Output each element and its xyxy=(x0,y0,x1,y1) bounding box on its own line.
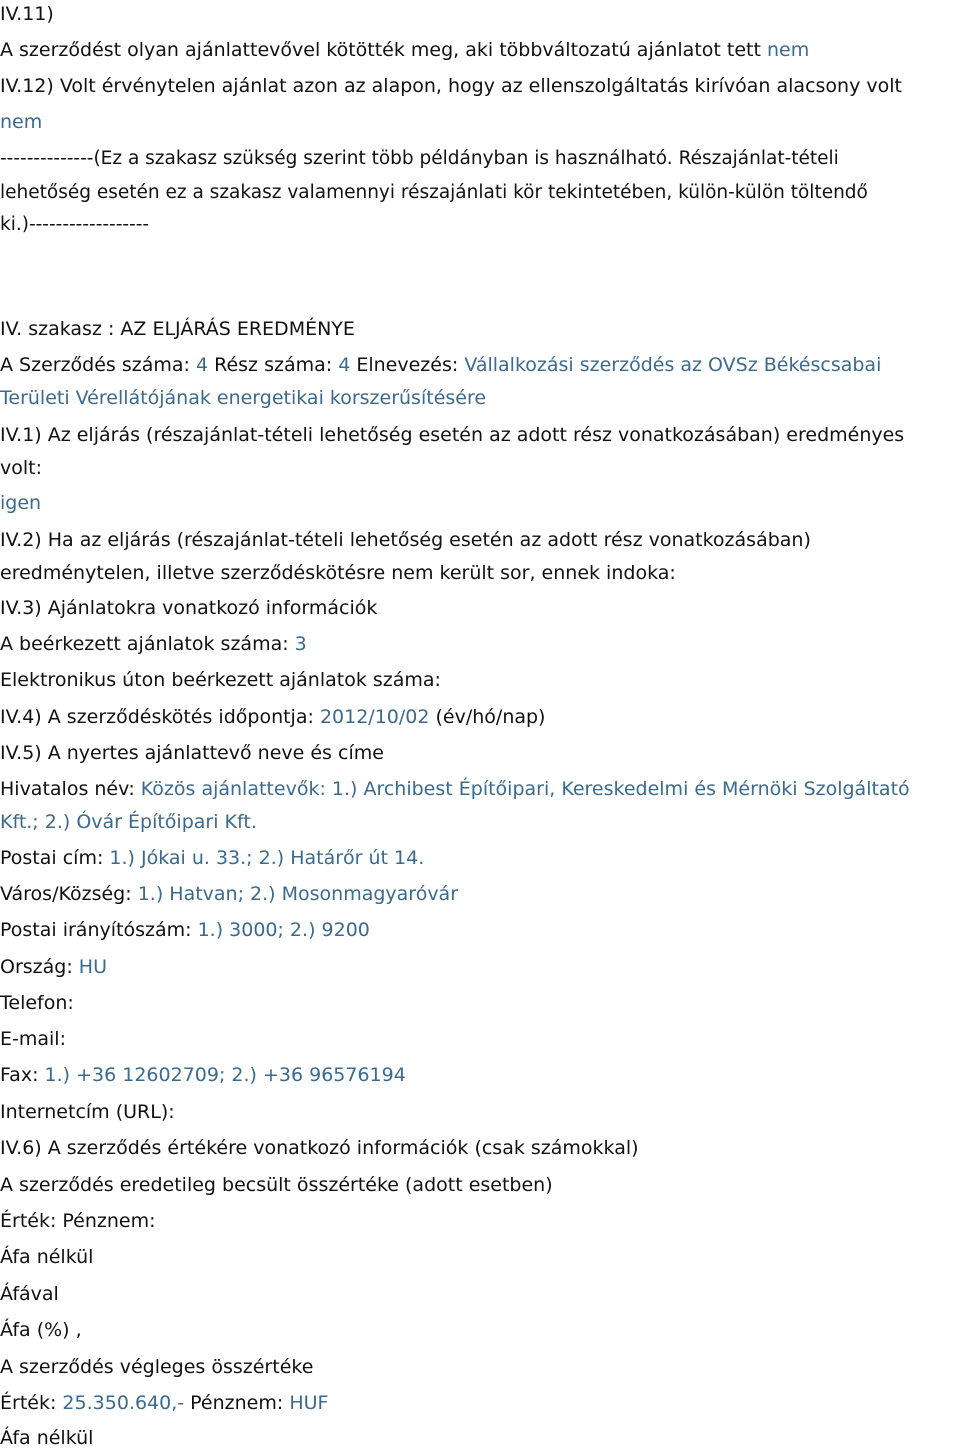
city: 1.) Hatvan; 2.) Mosonmagyaróvár xyxy=(137,883,459,905)
answer-iv-1: igen xyxy=(0,492,42,514)
zip: 1.) 3000; 2.) 9200 xyxy=(197,919,370,941)
question-iv-1-line-2: volt: xyxy=(0,457,42,479)
electronic-offers-label: Elektronikus úton beérkezett ajánlatok száma: xyxy=(0,669,441,691)
contract-name-line-2: Területi Vérellátójának energetikai korszerűsítésére xyxy=(0,387,487,409)
estimated-value-title: A szerződés eredetileg becsült összértéke (adott esetben) xyxy=(0,1174,553,1196)
fax-label: Fax: xyxy=(0,1064,39,1086)
fax-row xyxy=(0,1063,406,1087)
postal-address-label: Postai cím: xyxy=(0,847,104,869)
url-label: Internetcím (URL): xyxy=(0,1101,175,1123)
part-number: 4 xyxy=(338,354,351,376)
contract-info xyxy=(0,353,881,377)
final-value-label: Érték: xyxy=(0,1392,57,1414)
fax: 1.) +36 12602709; 2.) +36 96576194 xyxy=(44,1064,406,1086)
offers-count-label: A beérkezett ajánlatok száma: xyxy=(0,633,289,655)
final-currency: HUF xyxy=(289,1392,329,1414)
answer-iv-12: nem xyxy=(0,111,43,133)
estimated-no-vat: Áfa nélkül xyxy=(0,1246,94,1268)
final-currency-label: Pénznem: xyxy=(190,1392,284,1414)
final-value-row xyxy=(0,1391,328,1415)
city-row xyxy=(0,882,458,906)
section-iv-5-title: IV.5) A nyertes ajánlattevő neve és címe xyxy=(0,742,384,764)
zip-row xyxy=(0,918,370,942)
country: HU xyxy=(78,956,107,978)
contract-date-label: IV.4) A szerződéskötés időpontja: xyxy=(0,706,314,728)
section-title: IV. szakasz : AZ ELJÁRÁS EREDMÉNYE xyxy=(0,318,355,340)
question-iv-2-line-2: eredménytelen, illetve szerződéskötésre nem került sor, ennek indoka: xyxy=(0,562,676,584)
country-row xyxy=(0,955,107,979)
official-name-label: Hivatalos név: xyxy=(0,778,135,800)
question-text: A szerződést olyan ajánlattevővel kötötték meg, aki többváltozatú ajánlatot tett xyxy=(0,39,761,61)
offers-count: 3 xyxy=(294,633,307,655)
contract-name-label: Elnevezés: xyxy=(356,354,459,376)
postal-address: 1.) Jókai u. 33.; 2.) Határőr út 14. xyxy=(109,847,425,869)
estimated-with-vat: Áfával xyxy=(0,1283,59,1305)
contract-number-label: A Szerződés száma: xyxy=(0,354,190,376)
offers-count-row xyxy=(0,632,307,656)
section-iv-3-title: IV.3) Ajánlatokra vonatkozó információk xyxy=(0,597,378,619)
contract-number: 4 xyxy=(195,354,209,376)
city-label: Város/Község: xyxy=(0,883,132,905)
phone-label: Telefon: xyxy=(0,992,74,1014)
question-iv-11 xyxy=(0,38,809,62)
usage-hint-line-3: ki.)------------------ xyxy=(0,214,150,235)
official-name-line-1: Közös ajánlattevők: 1.) Archibest Építőipari, Kereskedelmi és Mérnöki Szolgáltató xyxy=(140,778,910,800)
zip-label: Postai irányítószám: xyxy=(0,919,192,941)
postal-address-row xyxy=(0,846,424,870)
contract-name-line-1: Vállalkozási szerződés az OVSz Békéscsabai xyxy=(464,354,882,376)
estimated-value-line: Érték: Pénznem: xyxy=(0,1210,156,1232)
question-iv-2-line-1: IV.2) Ha az eljárás (részajánlat-tételi lehetőség esetén az adott rész vonatkozásában) xyxy=(0,529,811,551)
final-no-vat: Áfa nélkül xyxy=(0,1427,94,1449)
question-iv-12: IV.12) Volt érvénytelen ajánlat azon az alapon, hogy az ellenszolgáltatás kirívóan alacsony volt xyxy=(0,75,902,97)
answer-value: nem xyxy=(766,39,810,61)
date-format: (év/hó/nap) xyxy=(435,706,546,728)
contract-date-row xyxy=(0,705,545,729)
usage-hint-line-2: lehetőség esetén ez a szakasz valamennyi részajánlati kör tekintetében, külön-külön töltendő xyxy=(0,182,868,203)
part-number-label: Rész száma: xyxy=(214,354,333,376)
final-value-title: A szerződés végleges összértéke xyxy=(0,1356,314,1378)
section-iv-11-heading: IV.11) xyxy=(0,3,54,25)
question-iv-1-line-1: IV.1) Az eljárás (részajánlat-tételi lehetőség esetén az adott rész vonatkozásában) eredményes xyxy=(0,424,905,446)
estimated-vat-percent: Áfa (%) , xyxy=(0,1319,82,1341)
official-name-line-2: Kft.; 2.) Óvár Építőipari Kft. xyxy=(0,811,257,833)
section-iv-6-title: IV.6) A szerződés értékére vonatkozó információk (csak számokkal) xyxy=(0,1137,639,1159)
email-label: E-mail: xyxy=(0,1028,66,1050)
official-name-row xyxy=(0,777,910,801)
country-label: Ország: xyxy=(0,956,73,978)
final-value: 25.350.640,- xyxy=(62,1392,185,1414)
contract-date: 2012/10/02 xyxy=(319,706,430,728)
usage-hint-line-1: --------------(Ez a szakasz szükség szerint több példányban is használható. Részajánlat-tételi xyxy=(0,148,839,169)
